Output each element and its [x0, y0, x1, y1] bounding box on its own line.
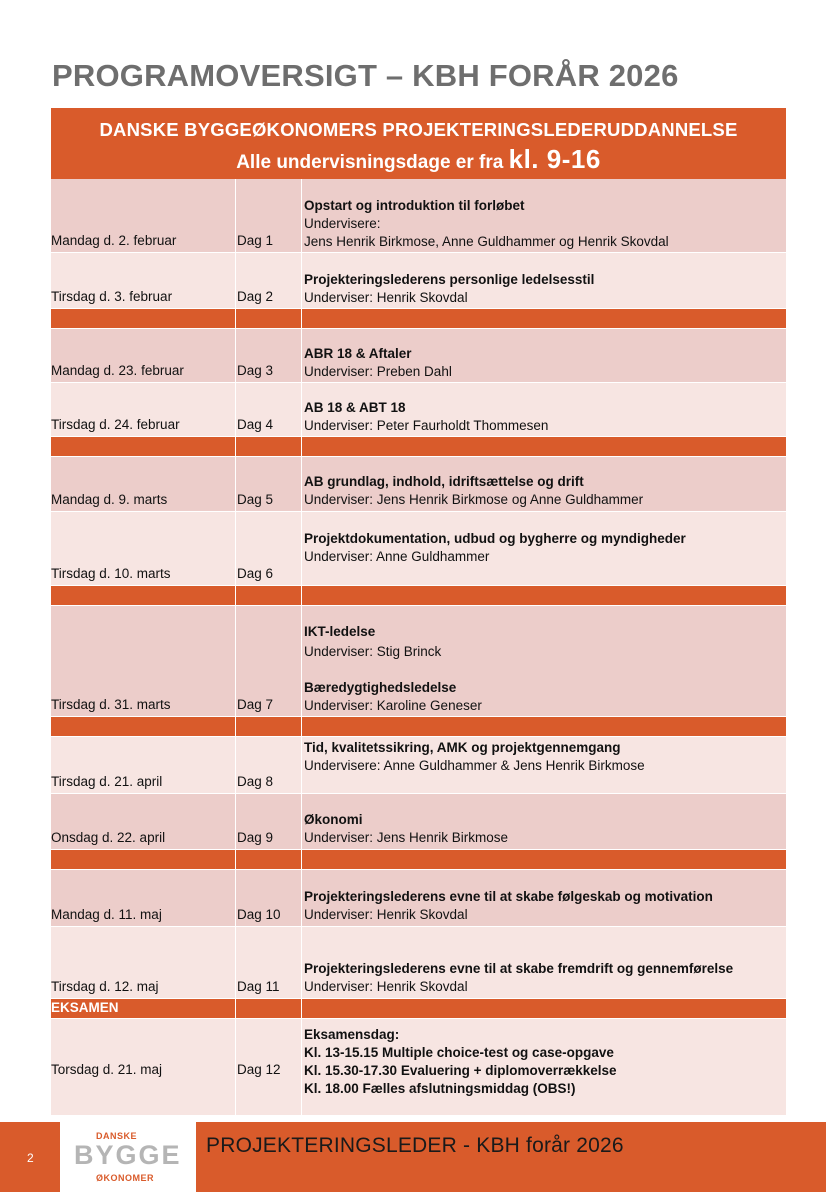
session-day: Dag 9 [237, 830, 274, 845]
banner-time-value: kl. 9-16 [508, 144, 601, 174]
session-instructors: Underviser: Stig Brinck [304, 644, 442, 659]
session-date: Tirsdag d. 10. marts [51, 566, 171, 581]
banner-heading: DANSKE BYGGEØKONOMERS PROJEKTERINGSLEDERUDDANNELSE [99, 119, 738, 140]
page-footer [0, 1122, 826, 1192]
session-date: Tirsdag d. 31. marts [51, 697, 171, 712]
session-instructor-label: Undervisere: [304, 216, 381, 231]
session-title: Projektdokumentation, udbud og bygherre og myndigheder [304, 531, 686, 546]
session-content [304, 473, 643, 509]
session-instructors: Underviser: Henrik Skovdal [304, 907, 468, 922]
banner-time-note [51, 144, 786, 175]
session-title: Eksamensdag: [304, 1027, 400, 1042]
session-day: Dag 7 [237, 697, 274, 712]
session-content [304, 623, 482, 715]
session-instructors: Underviser: Preben Dahl [304, 364, 452, 379]
session-day: Dag 1 [237, 233, 274, 248]
session-content [304, 399, 548, 435]
session-title: Projekteringslederens evne til at skabe fremdrift og gennemførelse [304, 961, 734, 976]
session-title: Opstart og introduktion til forløbet [304, 198, 525, 213]
session-instructors: Jens Henrik Birkmose, Anne Guldhammer og Henrik Skovdal [304, 234, 669, 249]
session-content [304, 530, 686, 566]
session-instructors: Underviser: Jens Henrik Birkmose [304, 830, 509, 845]
banner-time-prefix: Alle undervisningsdage er fra [236, 152, 504, 173]
session-date: Onsdag d. 22. april [51, 830, 166, 845]
exam-schedule-item: Kl. 15.30-17.30 Evaluering + diplomoverrækkelse [304, 1063, 617, 1078]
session-title: Projekteringslederens personlige ledelsesstil [304, 272, 595, 287]
session-instructors: Underviser: Jens Henrik Birkmose og Anne Guldhammer [304, 492, 644, 507]
session-content [304, 345, 452, 381]
session-content [304, 960, 733, 996]
session-day: Dag 6 [237, 566, 274, 581]
session-date: Tirsdag d. 24. februar [51, 417, 180, 432]
session-title: Projekteringslederens evne til at skabe følgeskab og motivation [304, 889, 713, 904]
session-content [304, 811, 508, 847]
session-date: Torsdag d. 21. maj [51, 1062, 163, 1077]
logo-text-top: DANSKE [96, 1131, 138, 1141]
exam-schedule-item: Kl. 13-15.15 Multiple choice-test og case-opgave [304, 1045, 614, 1060]
danske-byggeokonomer-logo [60, 1122, 196, 1192]
session-day: Dag 12 [237, 1062, 281, 1077]
session-instructors: Underviser: Henrik Skovdal [304, 979, 468, 994]
session-instructors: Underviser: Peter Faurholdt Thommesen [304, 418, 549, 433]
session-title: AB grundlag, indhold, idriftsættelse og drift [304, 474, 584, 489]
session-date: Tirsdag d. 21. april [51, 774, 163, 789]
session-date: Mandag d. 2. februar [51, 233, 177, 248]
session-content [304, 739, 645, 775]
session-day: Dag 8 [237, 774, 274, 789]
session-title: ABR 18 & Aftaler [304, 346, 412, 361]
session-date: Mandag d. 9. marts [51, 492, 168, 507]
logo-text-bottom: ØKONOMER [96, 1173, 154, 1183]
session-content [304, 197, 669, 251]
session-title: IKT-ledelse [304, 624, 376, 639]
session-instructors: Undervisere: Anne Guldhammer & Jens Henrik Birkmose [304, 758, 645, 773]
schedule-table [51, 179, 786, 1116]
session-content [304, 271, 594, 307]
session-instructors: Underviser: Henrik Skovdal [304, 290, 468, 305]
session-date: Mandag d. 11. maj [51, 907, 162, 922]
page-number: 2 [27, 1151, 34, 1165]
session-title: AB 18 & ABT 18 [304, 400, 406, 415]
session-date: Mandag d. 23. februar [51, 363, 184, 378]
session-date: Tirsdag d. 12. maj [51, 979, 159, 994]
session-day: Dag 3 [237, 363, 274, 378]
session-content [304, 888, 713, 924]
page-title: PROGRAMOVERSIGT – KBH FORÅR 2026 [52, 58, 679, 93]
session-day: Dag 10 [237, 907, 281, 922]
footer-title: PROJEKTERINGSLEDER - KBH forår 2026 [206, 1134, 624, 1157]
program-banner [51, 108, 786, 179]
session-day: Dag 2 [237, 289, 274, 304]
exam-label: EKSAMEN [51, 1000, 119, 1015]
session-date: Tirsdag d. 3. februar [51, 289, 173, 304]
session-content [304, 1026, 617, 1098]
session-instructors-secondary: Underviser: Karoline Geneser [304, 698, 482, 713]
session-day: Dag 11 [237, 979, 280, 994]
session-title-secondary: Bæredygtighedsledelse [304, 680, 457, 695]
logo-text-mid: BYGGE [74, 1140, 182, 1170]
session-day: Dag 4 [237, 417, 274, 432]
exam-schedule-item: Kl. 18.00 Fælles afslutningsmiddag (OBS!) [304, 1081, 576, 1096]
session-instructors: Underviser: Anne Guldhammer [304, 549, 490, 564]
session-title: Økonomi [304, 812, 363, 827]
session-day: Dag 5 [237, 492, 274, 507]
session-title: Tid, kvalitetssikring, AMK og projektgennemgang [304, 740, 621, 755]
